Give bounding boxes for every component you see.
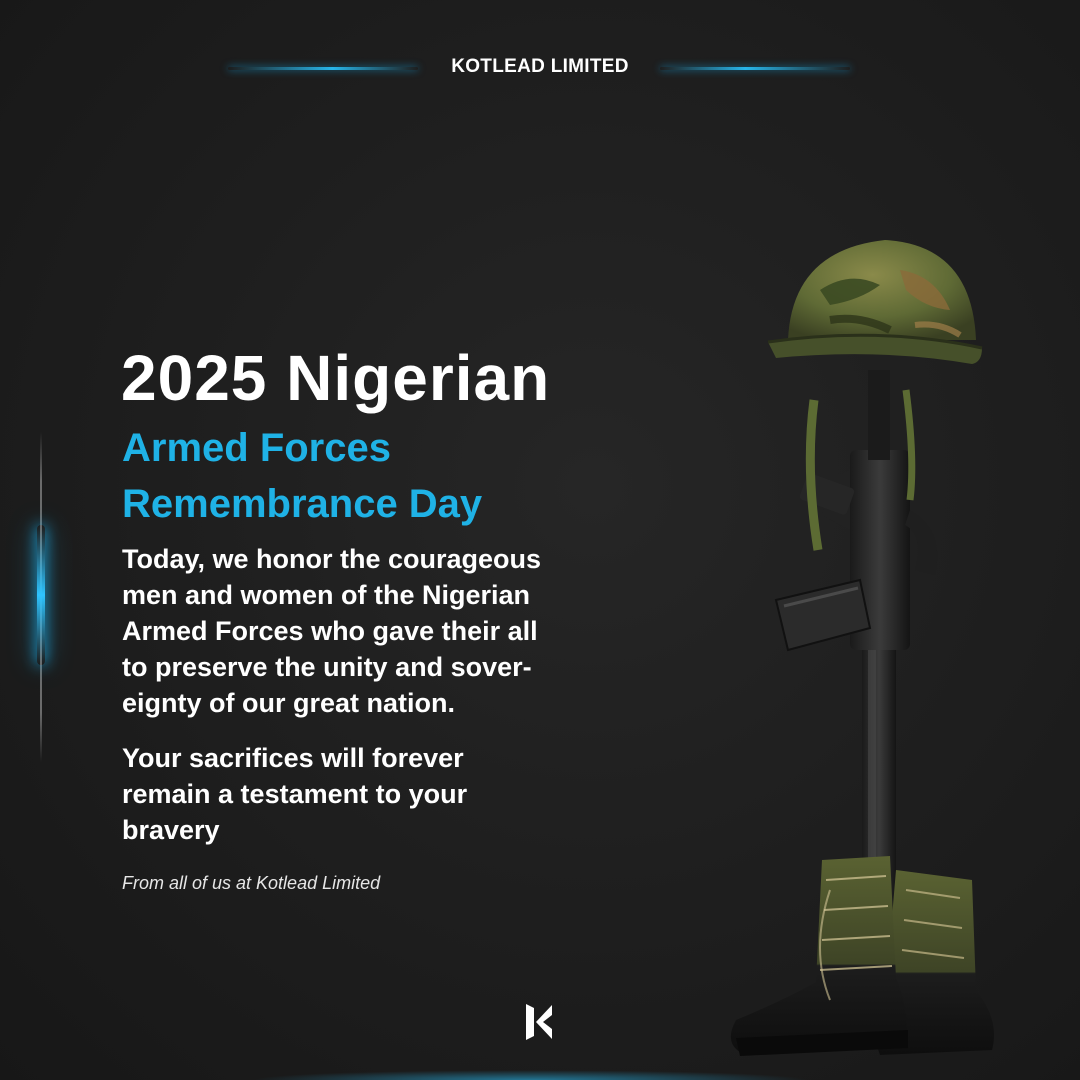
header-glow-line-right: [660, 67, 850, 70]
boots-icon: [731, 856, 994, 1056]
paragraph-line: Armed Forces who gave their all: [122, 616, 538, 646]
paragraph-line: Today, we honor the courageous: [122, 544, 542, 574]
side-glow-accent: [37, 525, 45, 665]
paragraph-line: remain a testament to your: [122, 779, 468, 809]
subtitle-line: Remembrance Day: [122, 482, 483, 526]
sacrifice-paragraph: [122, 740, 662, 848]
bottom-glow: [250, 1070, 810, 1080]
paragraph-line: men and women of the Nigerian: [122, 580, 531, 610]
battlefield-cross-illustration: [710, 230, 1000, 1080]
helmet-icon: [768, 240, 982, 364]
brand-name: KOTLEAD LIMITED: [451, 56, 629, 77]
paragraph-line: to preserve the unity and sover-: [122, 652, 532, 682]
subtitle-line: Armed Forces: [122, 426, 391, 470]
kotlead-k-logo-icon: [523, 1002, 555, 1042]
paragraph-line: eignty of our great nation.: [122, 688, 456, 718]
signature: From all of us at Kotlead Limited: [122, 873, 381, 893]
headline-subtitle: [122, 420, 642, 532]
tribute-paragraph: [122, 541, 662, 721]
paragraph-line: bravery: [122, 815, 220, 845]
headline-title: 2025 Nigerian: [121, 342, 551, 414]
paragraph-line: Your sacrifices will forever: [122, 743, 464, 773]
